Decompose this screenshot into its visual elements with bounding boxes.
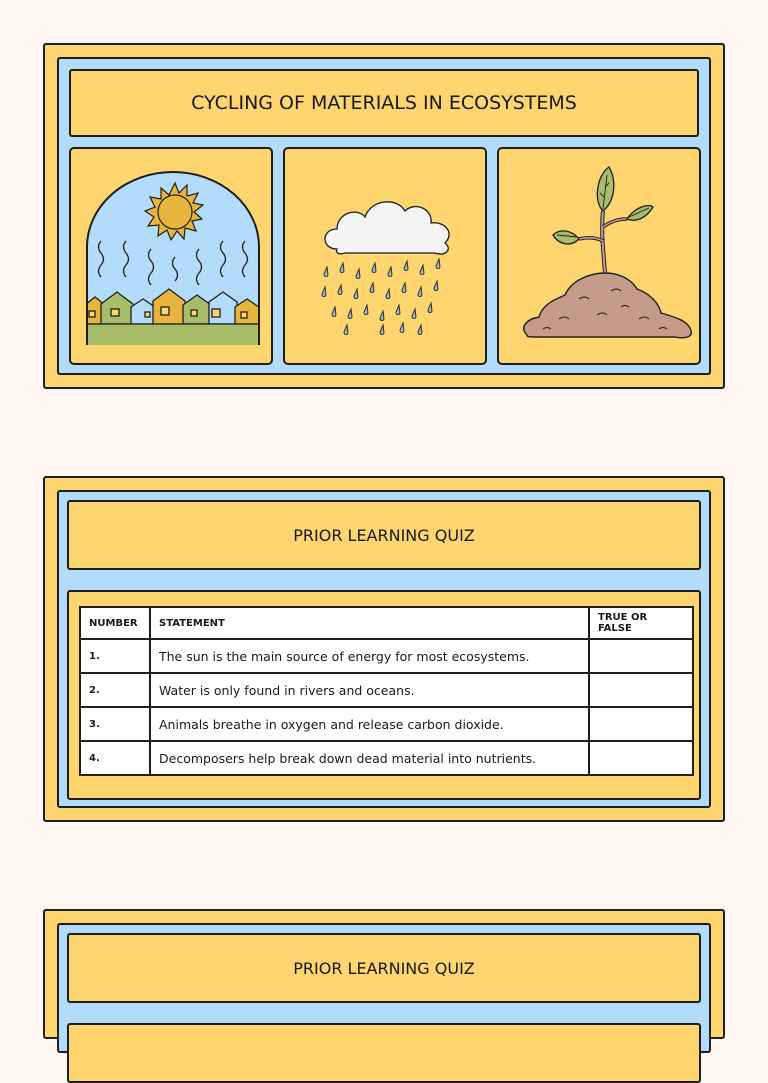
quiz-title-box (67, 500, 701, 570)
row-number: 2. (80, 673, 150, 707)
table-row (80, 639, 693, 673)
row-number: 1. (80, 639, 150, 673)
seedling-soil-icon (499, 149, 701, 365)
sun-evaporation-icon (71, 149, 273, 365)
slide-cycling-materials (43, 43, 725, 389)
header-statement: STATEMENT (150, 607, 589, 639)
row-number: 4. (80, 741, 150, 775)
row-statement: The sun is the main source of energy for most ecosystems. (150, 639, 589, 673)
answer-cell[interactable] (589, 707, 693, 741)
answer-cell[interactable] (589, 639, 693, 673)
image-panel-seedling (497, 147, 701, 365)
quiz-table-container (67, 1023, 701, 1083)
table-row (80, 707, 693, 741)
slide-title: CYCLING OF MATERIALS IN ECOSYSTEMS (191, 92, 577, 114)
header-true-false: TRUE OR FALSE (589, 607, 693, 639)
table-row (80, 741, 693, 775)
quiz-table-container (67, 590, 701, 800)
row-statement: Animals breathe in oxygen and release carbon dioxide. (150, 707, 589, 741)
slide-inner-panel (57, 490, 711, 808)
slide-prior-learning-quiz (43, 476, 725, 822)
quiz-table (79, 606, 694, 776)
quiz-title: PRIOR LEARNING QUIZ (293, 525, 475, 545)
quiz-title-box (67, 933, 701, 1003)
header-number: NUMBER (80, 607, 150, 639)
image-panel-evaporation (69, 147, 273, 365)
row-statement: Decomposers help break down dead material into nutrients. (150, 741, 589, 775)
quiz-title: PRIOR LEARNING QUIZ (293, 958, 475, 978)
rain-cloud-icon (285, 149, 487, 365)
table-row (80, 673, 693, 707)
row-number: 3. (80, 707, 150, 741)
answer-cell[interactable] (589, 673, 693, 707)
slide-prior-learning-quiz-2 (43, 909, 725, 1039)
slide-inner-panel (57, 923, 711, 1053)
slide-title-box (69, 69, 699, 137)
answer-cell[interactable] (589, 741, 693, 775)
slide-inner-panel (57, 57, 711, 375)
row-statement: Water is only found in rivers and oceans. (150, 673, 589, 707)
table-header-row (80, 607, 693, 639)
image-panel-rain (283, 147, 487, 365)
